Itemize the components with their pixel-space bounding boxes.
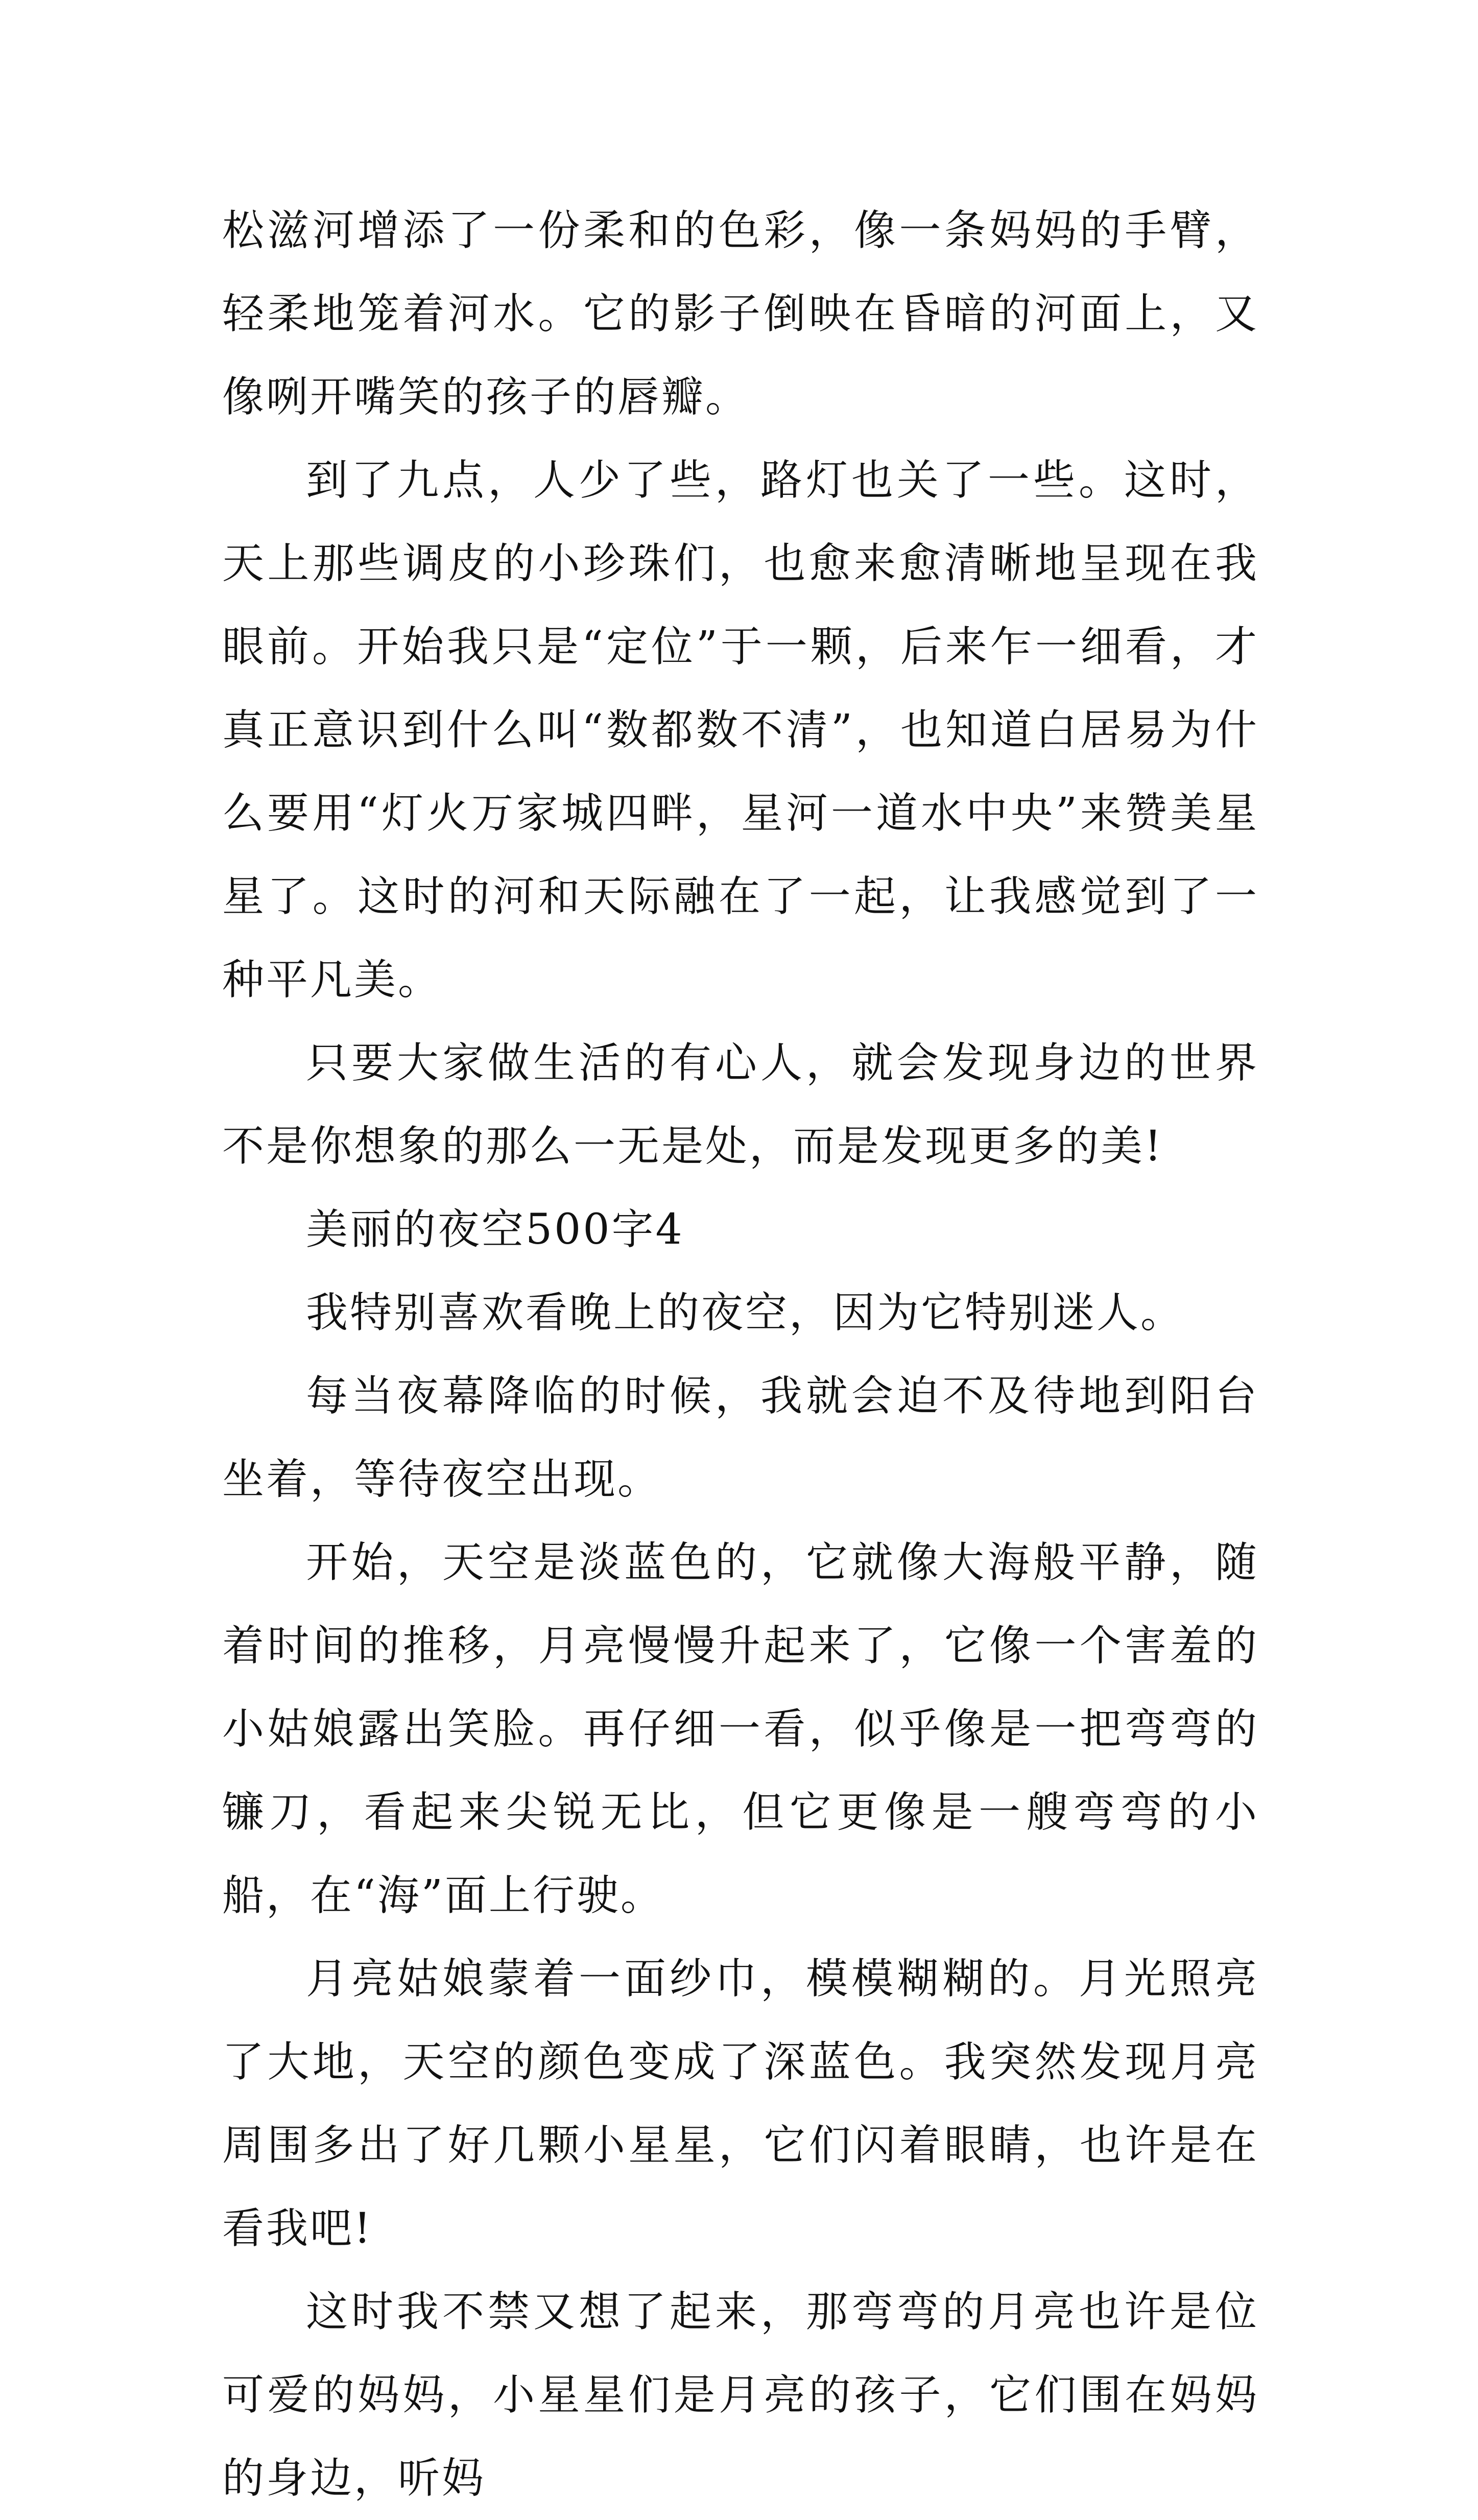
paragraph-continued: 松滋河增添了一份柔和的色彩，像一条妈妈的手臂，轻柔地笼着河水。它的影子倒映在昏暗的河面上，又像咧开嘴笑的孩子的唇瓣。 <box>222 206 1259 421</box>
essay-title: 美丽的夜空500字4 <box>306 1205 684 1254</box>
paragraph-nightfall: 每当夜幕降临的时候，我就会迫不及待地到阳台坐着，等待夜空出现。 <box>222 1372 1259 1504</box>
paragraph-moon-veil: 月亮姑娘蒙着一面纱巾，模模糊糊的。月光照亮了大地，天空的颜色变成了深蓝色。我突然发现月亮周围多出了好几颗小星星，它们闪着眼睛，也许是在看我吧! <box>222 1955 1259 2253</box>
paragraph-nine-oclock: 到了九点，人少了些，路灯也关了一些。这时，天上那些调皮的小珍珠们，也愈来愈清晰地呈现在我眼前。开始我只是“定位”于一颗，后来乍一细看，才真正意识到什么叫“数都数不清”，也知道白居易为什么要用“灯火万家城四畔，星河一道水中央”来赞美星星了。这时的河和天际融在了一起，让我感觉到了一种平凡美。 <box>222 456 1259 1004</box>
paragraph-moon-mother: 这时我不禁又想了起来，那弯弯的月亮也许是位可爱的妈妈，小星星们是月亮的孩子，它们围在妈妈的身边，听妈 <box>222 2288 1259 2503</box>
paragraph-conclusion: 只要大家做生活的有心人，就会发现身边的世界不是你想象的那么一无是处，而是发现更多的美! <box>222 1039 1259 1171</box>
document-body <box>222 189 1259 2520</box>
paragraph-moonrise: 开始，天空是淡蓝色的，它就像大海般平静，随着时间的推移，月亮慢慢升起来了，它像一个害羞的小姑娘露出笑脸。再仔细一看，似乎像是一把弯弯的镰刀，看起来尖锐无比，但它更像是一艘弯弯的小船，在“海”面上行驶。 <box>222 1538 1259 1920</box>
paragraph-intro: 我特别喜欢看晚上的夜空，因为它特别迷人。 <box>306 1289 1185 1337</box>
